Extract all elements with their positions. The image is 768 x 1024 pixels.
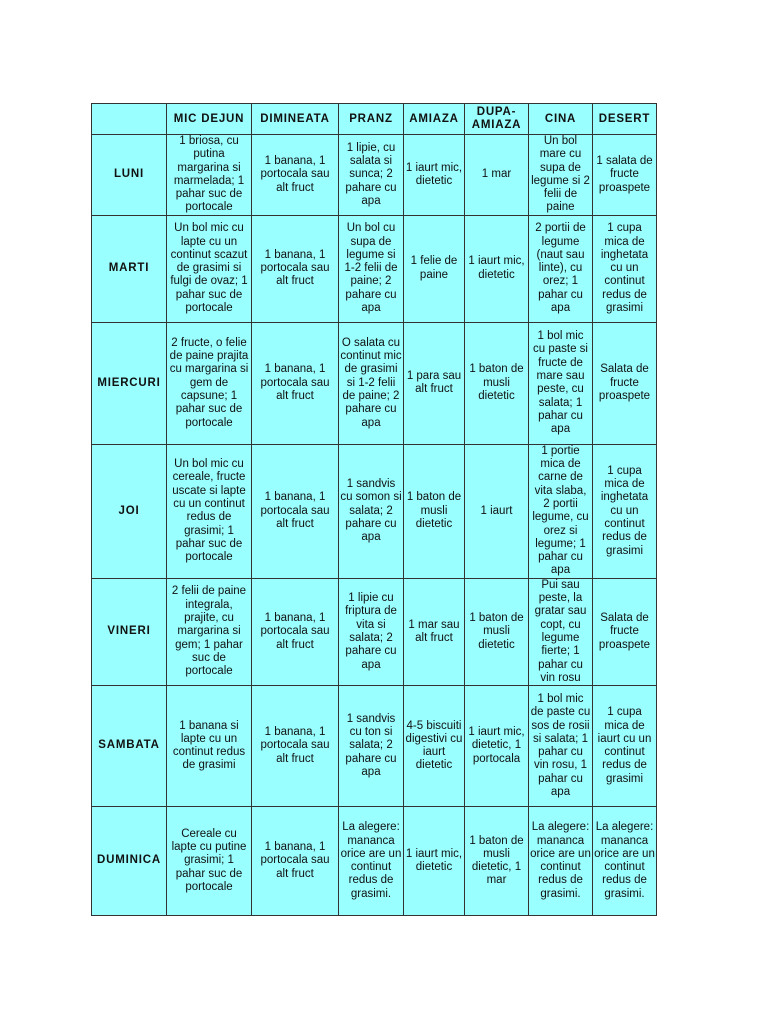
meal-cell: 1 sandvis cu somon si salata; 2 pahare cu apa	[339, 444, 404, 578]
meal-cell: 1 banana, 1 portocala sau alt fruct	[252, 215, 339, 322]
meal-cell: Un bol mic cu lapte cu un continut scazut de grasimi si fulgi de ovaz; 1 pahar suc de portocale	[167, 215, 252, 322]
meal-cell: 1 cupa mica de inghetata cu un continut redus de grasimi	[593, 215, 657, 322]
meal-cell: La alegere: mananca orice are un continut redus de grasimi.	[593, 807, 657, 916]
meal-cell: 1 iaurt mic, dietetic	[465, 215, 529, 322]
table-row	[92, 686, 657, 807]
meal-cell: 1 banana, 1 portocala sau alt fruct	[252, 444, 339, 578]
meal-cell: 2 portii de legume (naut sau linte), cu orez; 1 pahar cu apa	[529, 215, 593, 322]
table-row	[92, 807, 657, 916]
table-row	[92, 578, 657, 685]
meal-cell: 1 lipie cu friptura de vita si salata; 2 pahare cu apa	[339, 578, 404, 685]
day-label: DUMINICA	[92, 807, 167, 916]
header-pranz: PRANZ	[339, 104, 404, 135]
day-label: MIERCURI	[92, 322, 167, 444]
meal-cell: 1 salata de fructe proaspete	[593, 135, 657, 216]
day-label: LUNI	[92, 135, 167, 216]
meal-cell: 2 fructe, o felie de paine prajita cu margarina si gem de capsune; 1 pahar suc de portocale	[167, 322, 252, 444]
meal-cell: 1 sandvis cu ton si salata; 2 pahare cu apa	[339, 686, 404, 807]
table-row	[92, 444, 657, 578]
meal-cell: Salata de fructe proaspete	[593, 322, 657, 444]
meal-cell: 1 mar sau alt fruct	[404, 578, 465, 685]
meal-cell: 1 felie de paine	[404, 215, 465, 322]
meal-cell: 1 mar	[465, 135, 529, 216]
header-amiaza: AMIAZA	[404, 104, 465, 135]
header-desert: DESERT	[593, 104, 657, 135]
meal-cell: Salata de fructe proaspete	[593, 578, 657, 685]
meal-cell: 1 briosa, cu putina margarina si marmelada; 1 pahar suc de portocale	[167, 135, 252, 216]
day-label: JOI	[92, 444, 167, 578]
meal-cell: 2 felii de paine integrala, prajite, cu margarina si gem; 1 pahar suc de portocale	[167, 578, 252, 685]
meal-cell: 1 bol mic cu paste si fructe de mare sau peste, cu salata; 1 pahar cu apa	[529, 322, 593, 444]
table-row	[92, 322, 657, 444]
meal-cell: 1 para sau alt fruct	[404, 322, 465, 444]
table-row	[92, 215, 657, 322]
day-label: VINERI	[92, 578, 167, 685]
meal-cell: 1 baton de musli dietetic	[404, 444, 465, 578]
meal-cell: 1 baton de musli dietetic	[465, 578, 529, 685]
meal-cell: Pui sau peste, la gratar sau copt, cu legume fierte; 1 pahar cu vin rosu	[529, 578, 593, 685]
meal-cell: 1 iaurt	[465, 444, 529, 578]
meal-cell: 1 portie mica de carne de vita slaba, 2 portii legume, cu orez si legume; 1 pahar cu apa	[529, 444, 593, 578]
meal-cell: Un bol cu supa de legume si 1-2 felii de paine; 2 pahare cu apa	[339, 215, 404, 322]
meal-cell: Cereale cu lapte cu putine grasimi; 1 pahar suc de portocale	[167, 807, 252, 916]
meal-cell: Un bol mic cu cereale, fructe uscate si lapte cu un continut redus de grasimi; 1 pahar suc de portocale	[167, 444, 252, 578]
meal-cell: 1 iaurt mic, dietetic	[404, 135, 465, 216]
meal-cell: 1 lipie, cu salata si sunca; 2 pahare cu apa	[339, 135, 404, 216]
meal-cell: 1 baton de musli dietetic	[465, 322, 529, 444]
header-dupa-amiaza: DUPA-AMIAZA	[465, 104, 529, 135]
meal-plan-table	[91, 103, 657, 916]
header-mic-dejun: MIC DEJUN	[167, 104, 252, 135]
meal-cell: 1 bol mic de paste cu sos de rosii si salata; 1 pahar cu vin rosu, 1 pahar cu apa	[529, 686, 593, 807]
meal-cell: 1 banana, 1 portocala sau alt fruct	[252, 807, 339, 916]
header-dimineata: DIMINEATA	[252, 104, 339, 135]
meal-cell: 1 banana si lapte cu un continut redus de grasimi	[167, 686, 252, 807]
corner-cell	[92, 104, 167, 135]
meal-cell: 1 banana, 1 portocala sau alt fruct	[252, 135, 339, 216]
meal-cell: 1 baton de musli dietetic, 1 mar	[465, 807, 529, 916]
meal-cell: 1 cupa mica de inghetata cu un continut redus de grasimi	[593, 444, 657, 578]
meal-cell: La alegere: mananca orice are un continut redus de grasimi.	[529, 807, 593, 916]
meal-cell: Un bol mare cu supa de legume si 2 felii de paine	[529, 135, 593, 216]
header-cina: CINA	[529, 104, 593, 135]
meal-cell: O salata cu continut mic de grasimi si 1-2 felii de paine; 2 pahare cu apa	[339, 322, 404, 444]
meal-cell: 1 cupa mica de iaurt cu un continut redus de grasimi	[593, 686, 657, 807]
day-label: MARTI	[92, 215, 167, 322]
meal-cell: 1 banana, 1 portocala sau alt fruct	[252, 686, 339, 807]
meal-cell: 1 iaurt mic, dietetic	[404, 807, 465, 916]
day-label: SAMBATA	[92, 686, 167, 807]
meal-cell: 1 banana, 1 portocala sau alt fruct	[252, 322, 339, 444]
header-row	[92, 104, 657, 135]
meal-cell: 4-5 biscuiti digestivi cu iaurt dietetic	[404, 686, 465, 807]
meal-cell: 1 banana, 1 portocala sau alt fruct	[252, 578, 339, 685]
meal-cell: La alegere: mananca orice are un continut redus de grasimi.	[339, 807, 404, 916]
meal-cell: 1 iaurt mic, dietetic, 1 portocala	[465, 686, 529, 807]
table-row	[92, 135, 657, 216]
